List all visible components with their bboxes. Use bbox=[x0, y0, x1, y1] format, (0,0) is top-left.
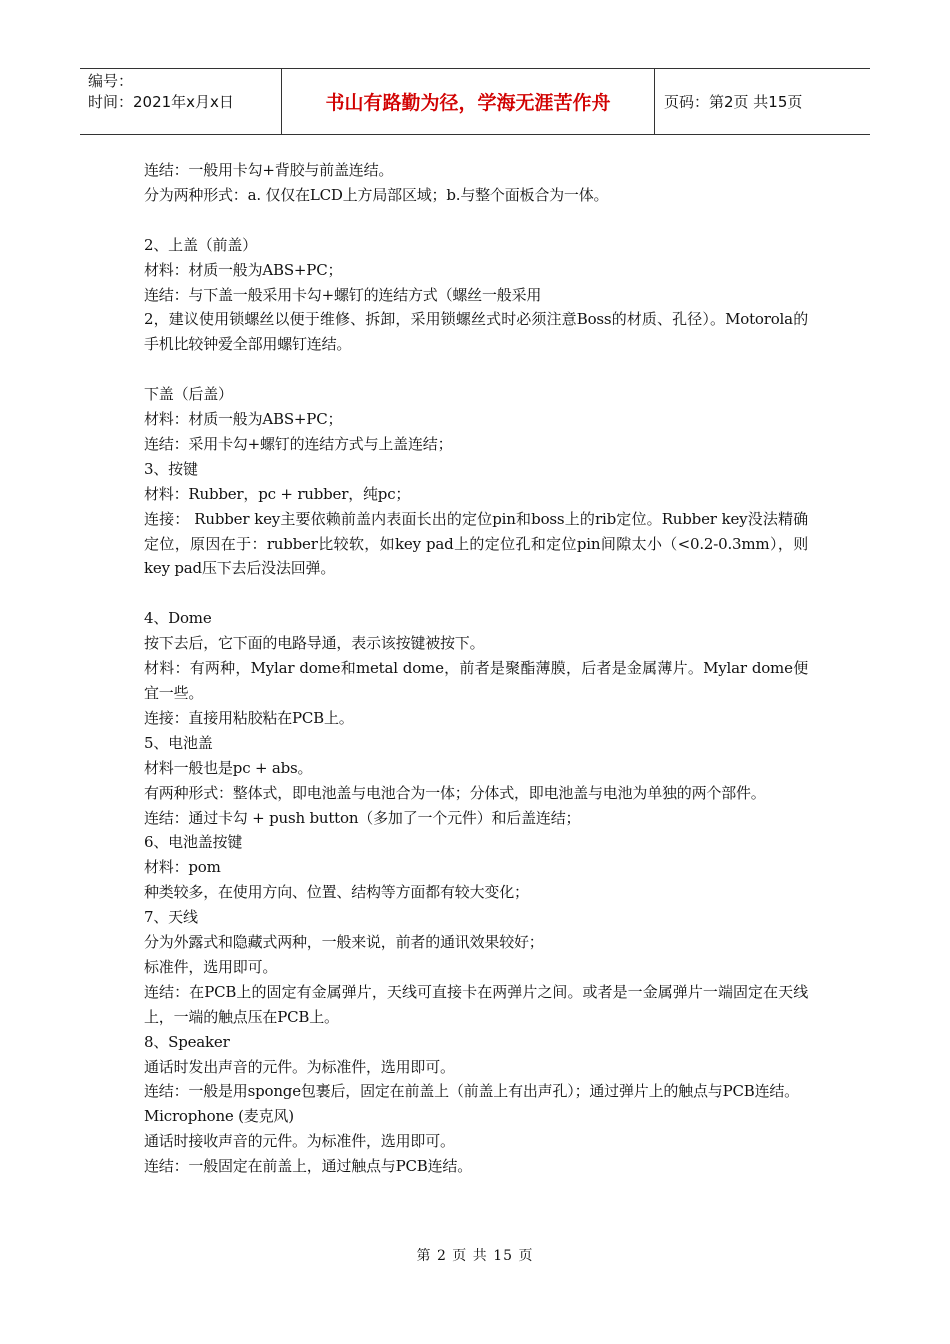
text-line: 连结：采用卡勾+螺钉的连结方式与上盖连结； bbox=[144, 434, 453, 453]
text-line: 连结：通过卡勾 + push button（多加了一个元件）和后盖连结； bbox=[144, 808, 581, 827]
text-line: 材料：材质一般为ABS+PC； bbox=[144, 260, 343, 279]
section-heading: 3、按键 bbox=[144, 459, 198, 478]
text-line: 连结：与下盖一般采用卡勾+螺钉的连结方式（螺丝一般采用 bbox=[144, 285, 542, 304]
text-line: 连结：一般固定在前盖上，通过触点与PCB连结。 bbox=[144, 1157, 472, 1176]
header-number: 编号： bbox=[88, 72, 134, 90]
text-line: 材料：材质一般为ABS+PC； bbox=[144, 410, 343, 429]
text-line: 通话时发出声音的元件。为标准件，选用即可。 bbox=[144, 1057, 455, 1076]
section-heading: 4、Dome bbox=[144, 609, 212, 628]
section-heading: 2、上盖（前盖） bbox=[144, 235, 257, 254]
text-line: 材料：pom bbox=[144, 858, 221, 877]
text-paragraph: 连结：一般是用sponge包裹后，固定在前盖上（前盖上有出声孔）；通过弹片上的触点与PCB连结。 bbox=[144, 1082, 799, 1101]
text-paragraph: 连接： Rubber key主要依赖前盖内表面长出的定位pin和boss上的rib定位。Rubber key没法精确定位，原因在于：rubber比较软，如key pad上的定位孔和定位pin间隙太小（<0.2-0.3mm），则key pad压下去后没法回弹。 bbox=[144, 509, 808, 578]
section-heading: 7、天线 bbox=[144, 908, 198, 927]
document-body bbox=[144, 158, 808, 1179]
section-heading: 8、Speaker bbox=[144, 1032, 230, 1051]
section-heading: 5、电池盖 bbox=[144, 733, 213, 752]
text-line: 材料一般也是pc + abs。 bbox=[144, 758, 313, 777]
page-header bbox=[80, 68, 870, 135]
text-line: 按下去后，它下面的电路导通，表示该按键被按下。 bbox=[144, 634, 485, 653]
text-line: 通话时接收声音的元件。为标准件，选用即可。 bbox=[144, 1132, 455, 1151]
text-line: 种类较多，在使用方向、位置、结构等方面都有较大变化； bbox=[144, 883, 529, 902]
text-line: 材料：Rubber，pc + rubber，纯pc； bbox=[144, 484, 411, 503]
blank-line bbox=[144, 581, 808, 606]
blank-line bbox=[144, 208, 808, 233]
section-heading: 6、电池盖按键 bbox=[144, 833, 243, 852]
text-paragraph: 2，建议使用锁螺丝以便于维修、拆卸，采用锁螺丝式时必须注意Boss的材质、孔径）。Motorola的手机比较钟爱全部用螺钉连结。 bbox=[144, 310, 808, 354]
header-page-info: 页码：第2页 共15页 bbox=[664, 93, 803, 111]
text-line: 连结：一般用卡勾+背胶与前盖连结。 bbox=[144, 161, 394, 179]
page-footer: 第 2 页 共 15 页 bbox=[416, 1248, 534, 1264]
blank-line bbox=[144, 357, 808, 382]
text-line: 连接：直接用粘胶粘在PCB上。 bbox=[144, 708, 354, 727]
text-paragraph: 材料：有两种，Mylar dome和metal dome，前者是聚酯薄膜，后者是金属薄片。Mylar dome便宜一些。 bbox=[144, 659, 808, 702]
header-motto: 书山有路勤为径，学海无涯苦作舟 bbox=[282, 69, 655, 134]
header-meta bbox=[80, 69, 282, 134]
text-paragraph: 连结：在PCB上的固定有金属弹片，天线可直接卡在两弹片之间。或者是一金属弹片一端固定在天线上，一端的触点压在PCB上。 bbox=[144, 982, 808, 1026]
header-date: 时间：2021年x月x日 bbox=[88, 93, 234, 111]
text-paragraph: 有两种形式：整体式，即电池盖与电池合为一体；分体式，即电池盖与电池为单独的两个部件。 bbox=[144, 783, 766, 802]
text-line: 标准件，选用即可。 bbox=[144, 957, 278, 976]
section-heading: Microphone (麦克风) bbox=[144, 1107, 294, 1126]
text-line: 分为两种形式：a. 仅仅在LCD上方局部区域；b.与整个面板合为一体。 bbox=[144, 185, 609, 204]
section-heading: 下盖（后盖） bbox=[144, 385, 233, 404]
text-line: 分为外露式和隐藏式两种，一般来说，前者的通讯效果较好； bbox=[144, 933, 544, 952]
